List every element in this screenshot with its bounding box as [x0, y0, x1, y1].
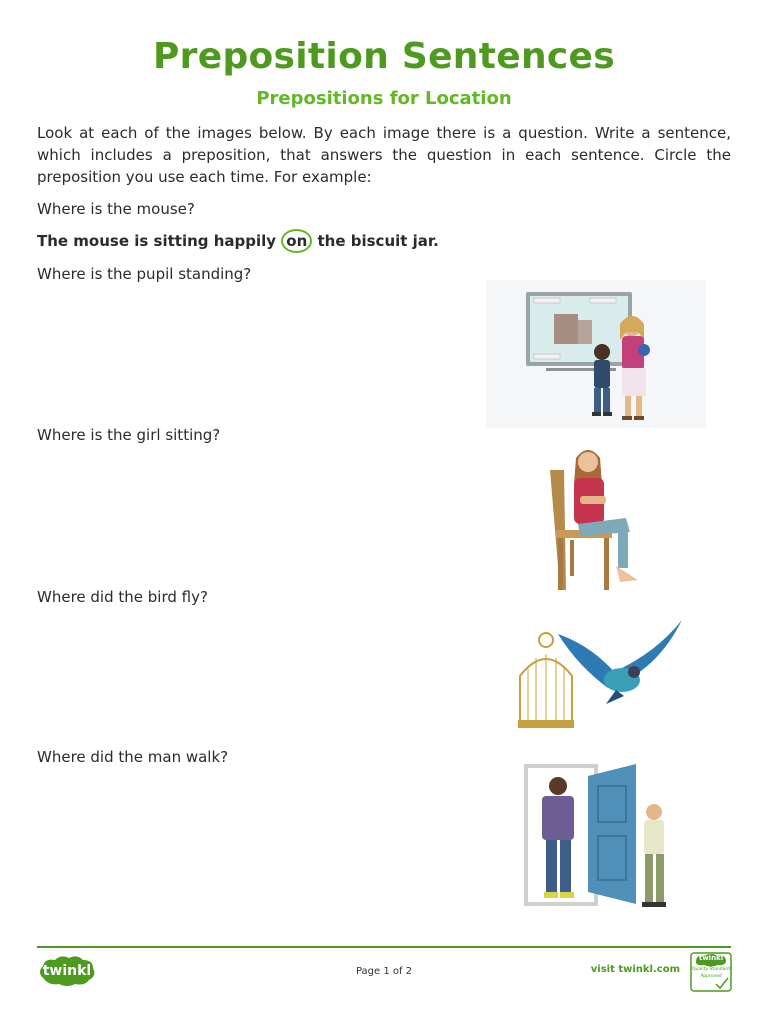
- girl-on-chair-illustration: [540, 440, 652, 592]
- quality-badge: [690, 952, 732, 992]
- page-subtitle: Prepositions for Location: [256, 88, 512, 109]
- example-question: Where is the mouse?: [37, 200, 195, 218]
- bird-and-cage-illustration: [512, 616, 688, 734]
- example-answer: [37, 232, 439, 250]
- man-and-door-illustration: [522, 764, 672, 914]
- page-number: Page 1 of 2: [355, 966, 413, 977]
- instructions: Look at each of the images below. By each image there is a question. Write a sentence, which includes a preposition, that answers the question in each sentence. Circle the preposition you use each time. For example:: [37, 124, 731, 186]
- example-answer-end: the biscuit jar.: [312, 232, 439, 250]
- whiteboard-illustration: [486, 280, 706, 428]
- badge-caption: Quality Standard Approved: [692, 967, 730, 979]
- page-title: Preposition Sentences: [153, 36, 615, 77]
- circled-preposition: on: [281, 229, 312, 253]
- logo-text: twinkl: [42, 963, 92, 979]
- question-1: Where is the pupil standing?: [37, 265, 252, 283]
- badge-logo-text: twinkl: [698, 954, 724, 962]
- question-3: Where did the bird fly?: [37, 588, 208, 606]
- question-4: Where did the man walk?: [37, 748, 229, 766]
- question-2: Where is the girl sitting?: [37, 426, 221, 444]
- visit-link[interactable]: visit twinkl.com: [590, 964, 680, 975]
- footer-divider: [37, 946, 731, 948]
- example-answer-start: The mouse is sitting happily: [37, 232, 282, 250]
